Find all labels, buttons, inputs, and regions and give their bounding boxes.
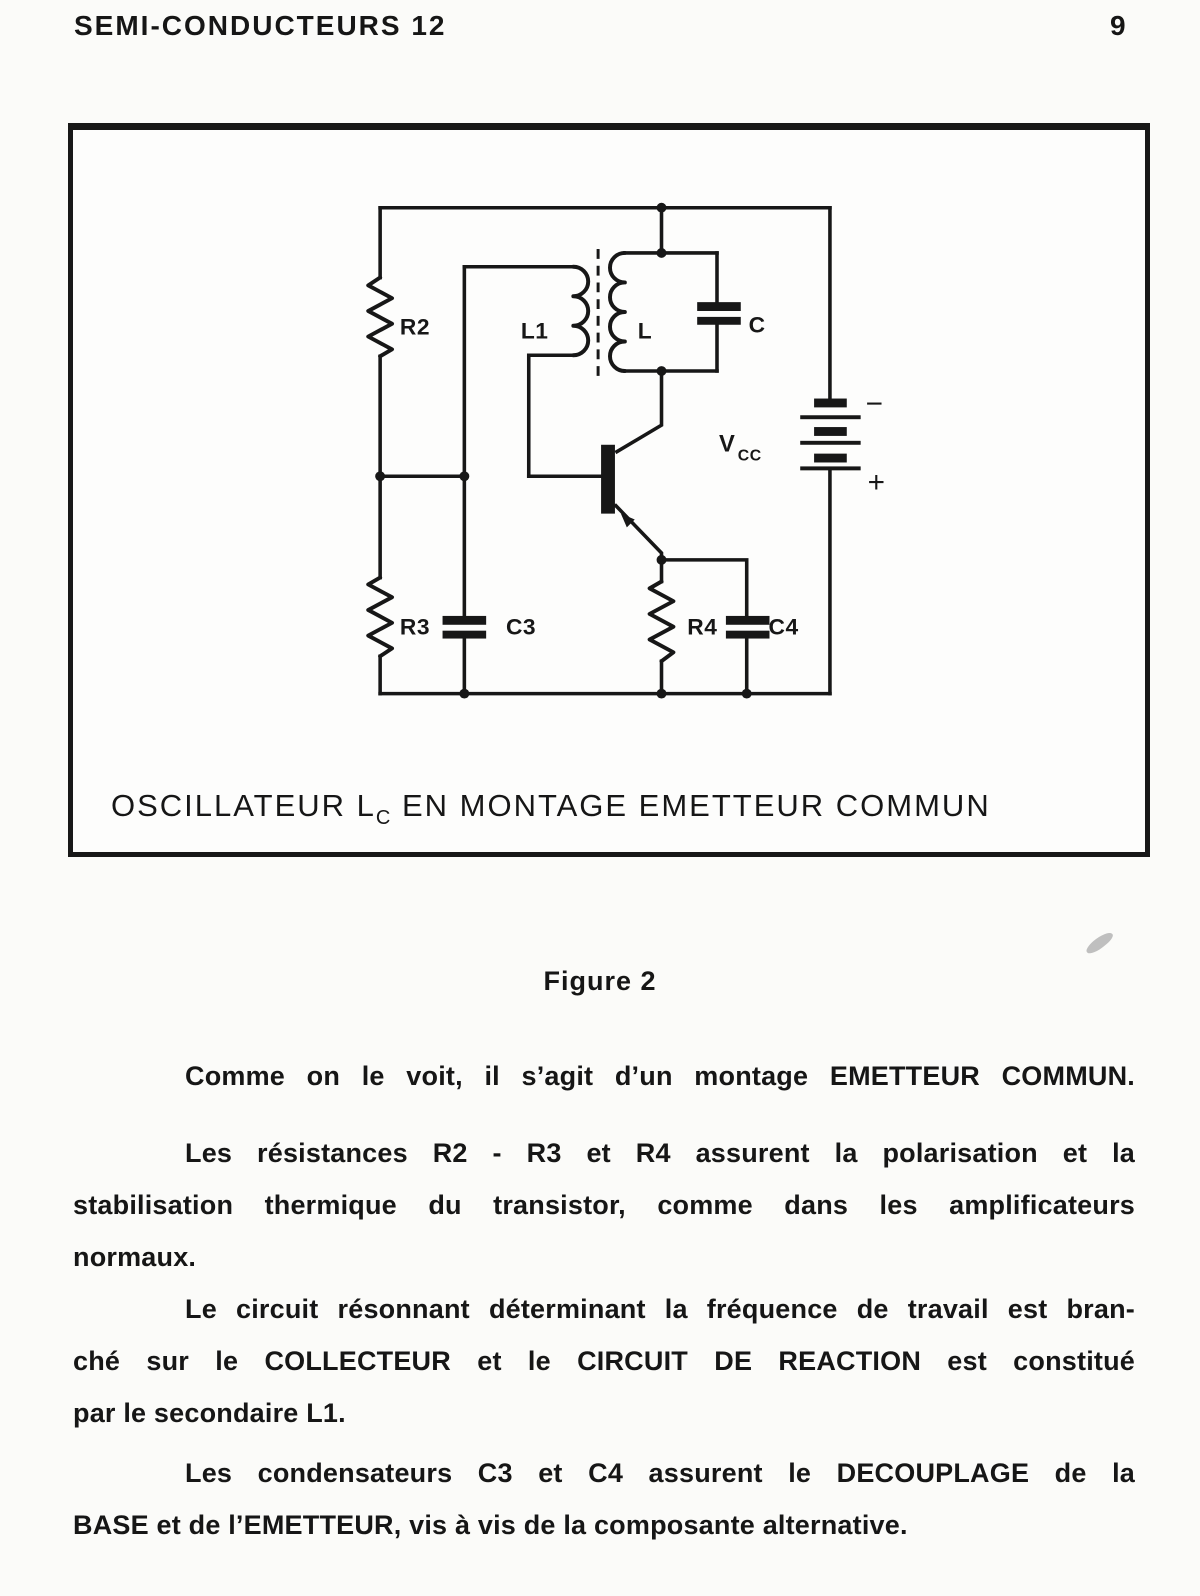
lc-tank [625,208,741,371]
emitter-wire [616,506,662,560]
text-line: ché sur le COLLECTEUR et le CIRCUIT DE REACTION est constitué [73,1346,1135,1376]
text-line: stabilisation thermique du transistor, comme dans les amplificateurs [73,1190,1135,1220]
text-line: Les condensateurs C3 et C4 assurent le DECOUPLAGE de la [185,1458,1135,1488]
text-line: Les résistances R2 - R3 et R4 assurent la polarisation et la [185,1138,1135,1168]
paragraph-2 [73,1127,1135,1283]
transformer [464,249,625,476]
figure-caption: Figure 2 [543,966,657,996]
label-c4: C4 [768,613,799,640]
r2-resistor [368,208,392,578]
l-coil [610,253,625,371]
label-vcc-sub: CC [737,447,762,465]
c-capacitor [697,253,741,371]
label-l1: L1 [520,317,549,344]
circuit-diagram [73,130,1145,852]
l1-coil [573,267,588,356]
label-r3: R3 [399,613,431,640]
frame-caption-text: OSCILLATEUR L [111,788,376,823]
battery [800,387,885,499]
transistor [529,371,662,560]
transistor-base-bar [601,445,615,514]
figure-frame-caption [111,788,991,830]
label-r2: R2 [399,313,431,340]
collector-wire [617,371,662,452]
text-line: normaux. [73,1242,197,1272]
paragraph-3 [73,1283,1135,1439]
frame-caption-suffix: EN MONTAGE EMETTEUR COMMUN [391,788,991,823]
text-line: par le secondaire L1. [73,1398,346,1428]
paragraph-4 [73,1447,1135,1551]
page-title: SEMI-CONDUCTEURS 12 [74,10,447,41]
battery-plus-sign: + [867,466,886,499]
r3-resistor [368,578,392,694]
figure-frame [68,123,1150,857]
r4-resistor [650,560,674,694]
label-c: C [748,311,766,338]
paragraph-1 [73,1050,1135,1102]
frame-caption-subscript: C [375,807,392,829]
label-vcc: V [718,431,736,458]
l1-bottom-wire [529,355,601,476]
label-c3: C3 [505,613,537,640]
label-r4: R4 [687,613,718,640]
text-line: BASE et de l’EMETTEUR, vis à vis de la composante alternative. [73,1510,908,1540]
text-line: Comme on le voit, il s’agit d’un montage EMETTEUR COMMUN. [185,1061,1135,1091]
label-l: L [637,317,653,344]
text-line: Le circuit résonnant déterminant la fréquence de travail est bran- [185,1294,1135,1324]
scan-smudge [1083,930,1115,956]
page-number: 9 [1110,10,1126,41]
battery-minus-sign: − [865,387,884,421]
